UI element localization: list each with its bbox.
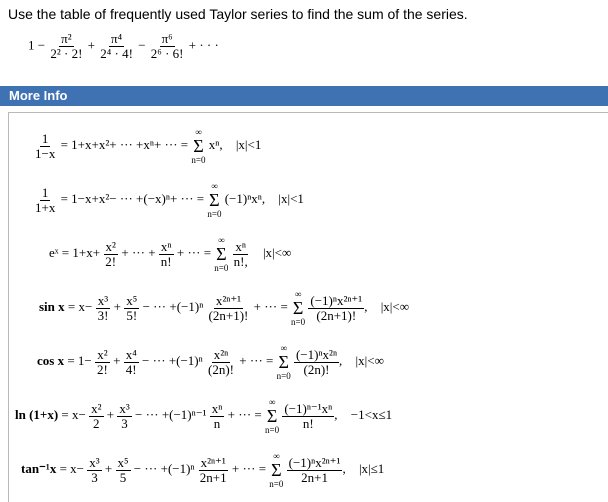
- problem-term-1: $\frac{\text{π²}}{\text{2² · 2!}}$: [50, 31, 83, 61]
- series-exponential: eˣ = 1+x+ $\frac{\text{x²}}{2!}$ + ··· + $\frac{\text{xⁿ}}{n!}$ + ··· = ∞ Σ n=0 $\frac{\text{xⁿ}}{n!,}$ |x|<∞: [49, 235, 292, 273]
- series-sine: sin x = x− $\frac{\text{x³}}{3!}$ + $\frac{\text{x⁵}}{5!}$ − ··· +(−1)ⁿ $\frac{\text{x²ⁿ⁺¹}}{(2n+1)!}$ + ··· = ∞ Σ n=0 $\frac{\text{(−1)ⁿx²ⁿ⁺¹}}{(2n+1)!}$ , |x|<∞: [39, 289, 410, 327]
- series-alternating-geometric: $\frac{1}{1+x}$ = 1−x+x²− ··· +(−x)ⁿ+ ··· = ∞ Σ n=0 (−1)ⁿxⁿ, |x|<1: [35, 181, 304, 219]
- series-logarithm: ln (1+x) = x− $\frac{\text{x²}}{2}$ + $\frac{\text{x³}}{3}$ − ··· +(−1)ⁿ⁻¹ $\frac{\text{xⁿ}}{n}$ + ··· = ∞ Σ n=0 $\frac{\text{(−1)ⁿ⁻¹xⁿ}}{n!}$ , −1<x≤1: [15, 397, 393, 435]
- problem-op-2: −: [138, 37, 146, 53]
- problem-tail: + · · ·: [188, 37, 219, 53]
- problem-series: [28, 32, 219, 88]
- series-cosine: cos x = 1− $\frac{\text{x²}}{2!}$ + $\frac{\text{x⁴}}{4!}$ − ··· +(−1)ⁿ $\frac{\text{x²ⁿ}}{(2n)!}$ + ··· = ∞ Σ n=0 $\frac{\text{(−1)ⁿx²ⁿ}}{(2n)!}$ , |x|<∞: [37, 343, 384, 381]
- series-arctangent: tan⁻¹x = x− $\frac{\text{x³}}{3}$ + $\frac{\text{x⁵}}{5}$ − ··· +(−1)ⁿ $\frac{\text{x²ⁿ⁺¹}}{2n+1}$ + ··· = ∞ Σ n=0 $\frac{\text{(−1)ⁿx²ⁿ⁺¹}}{2n+1}$ , |x|≤1: [21, 451, 385, 489]
- problem-lead: 1 −: [28, 37, 46, 53]
- problem-op-1: +: [87, 37, 95, 53]
- series-geometric: $\frac{1}{1-x}$ = 1+x+x²+ ··· +xⁿ+ ··· = ∞ Σ n=0 xⁿ, |x|<1: [35, 127, 262, 165]
- problem-term-3: $\frac{\text{π⁶}}{\text{2⁶ · 6!}}$: [150, 31, 184, 61]
- taylor-table: [8, 112, 608, 502]
- problem-prompt: Use the table of frequently used Taylor series to find the sum of the series.: [8, 6, 468, 22]
- more-info-header[interactable]: [0, 86, 608, 106]
- problem-term-2: $\frac{\text{π⁴}}{\text{2⁴ · 4!}}$: [100, 31, 133, 61]
- more-info-label: More Info: [9, 88, 68, 103]
